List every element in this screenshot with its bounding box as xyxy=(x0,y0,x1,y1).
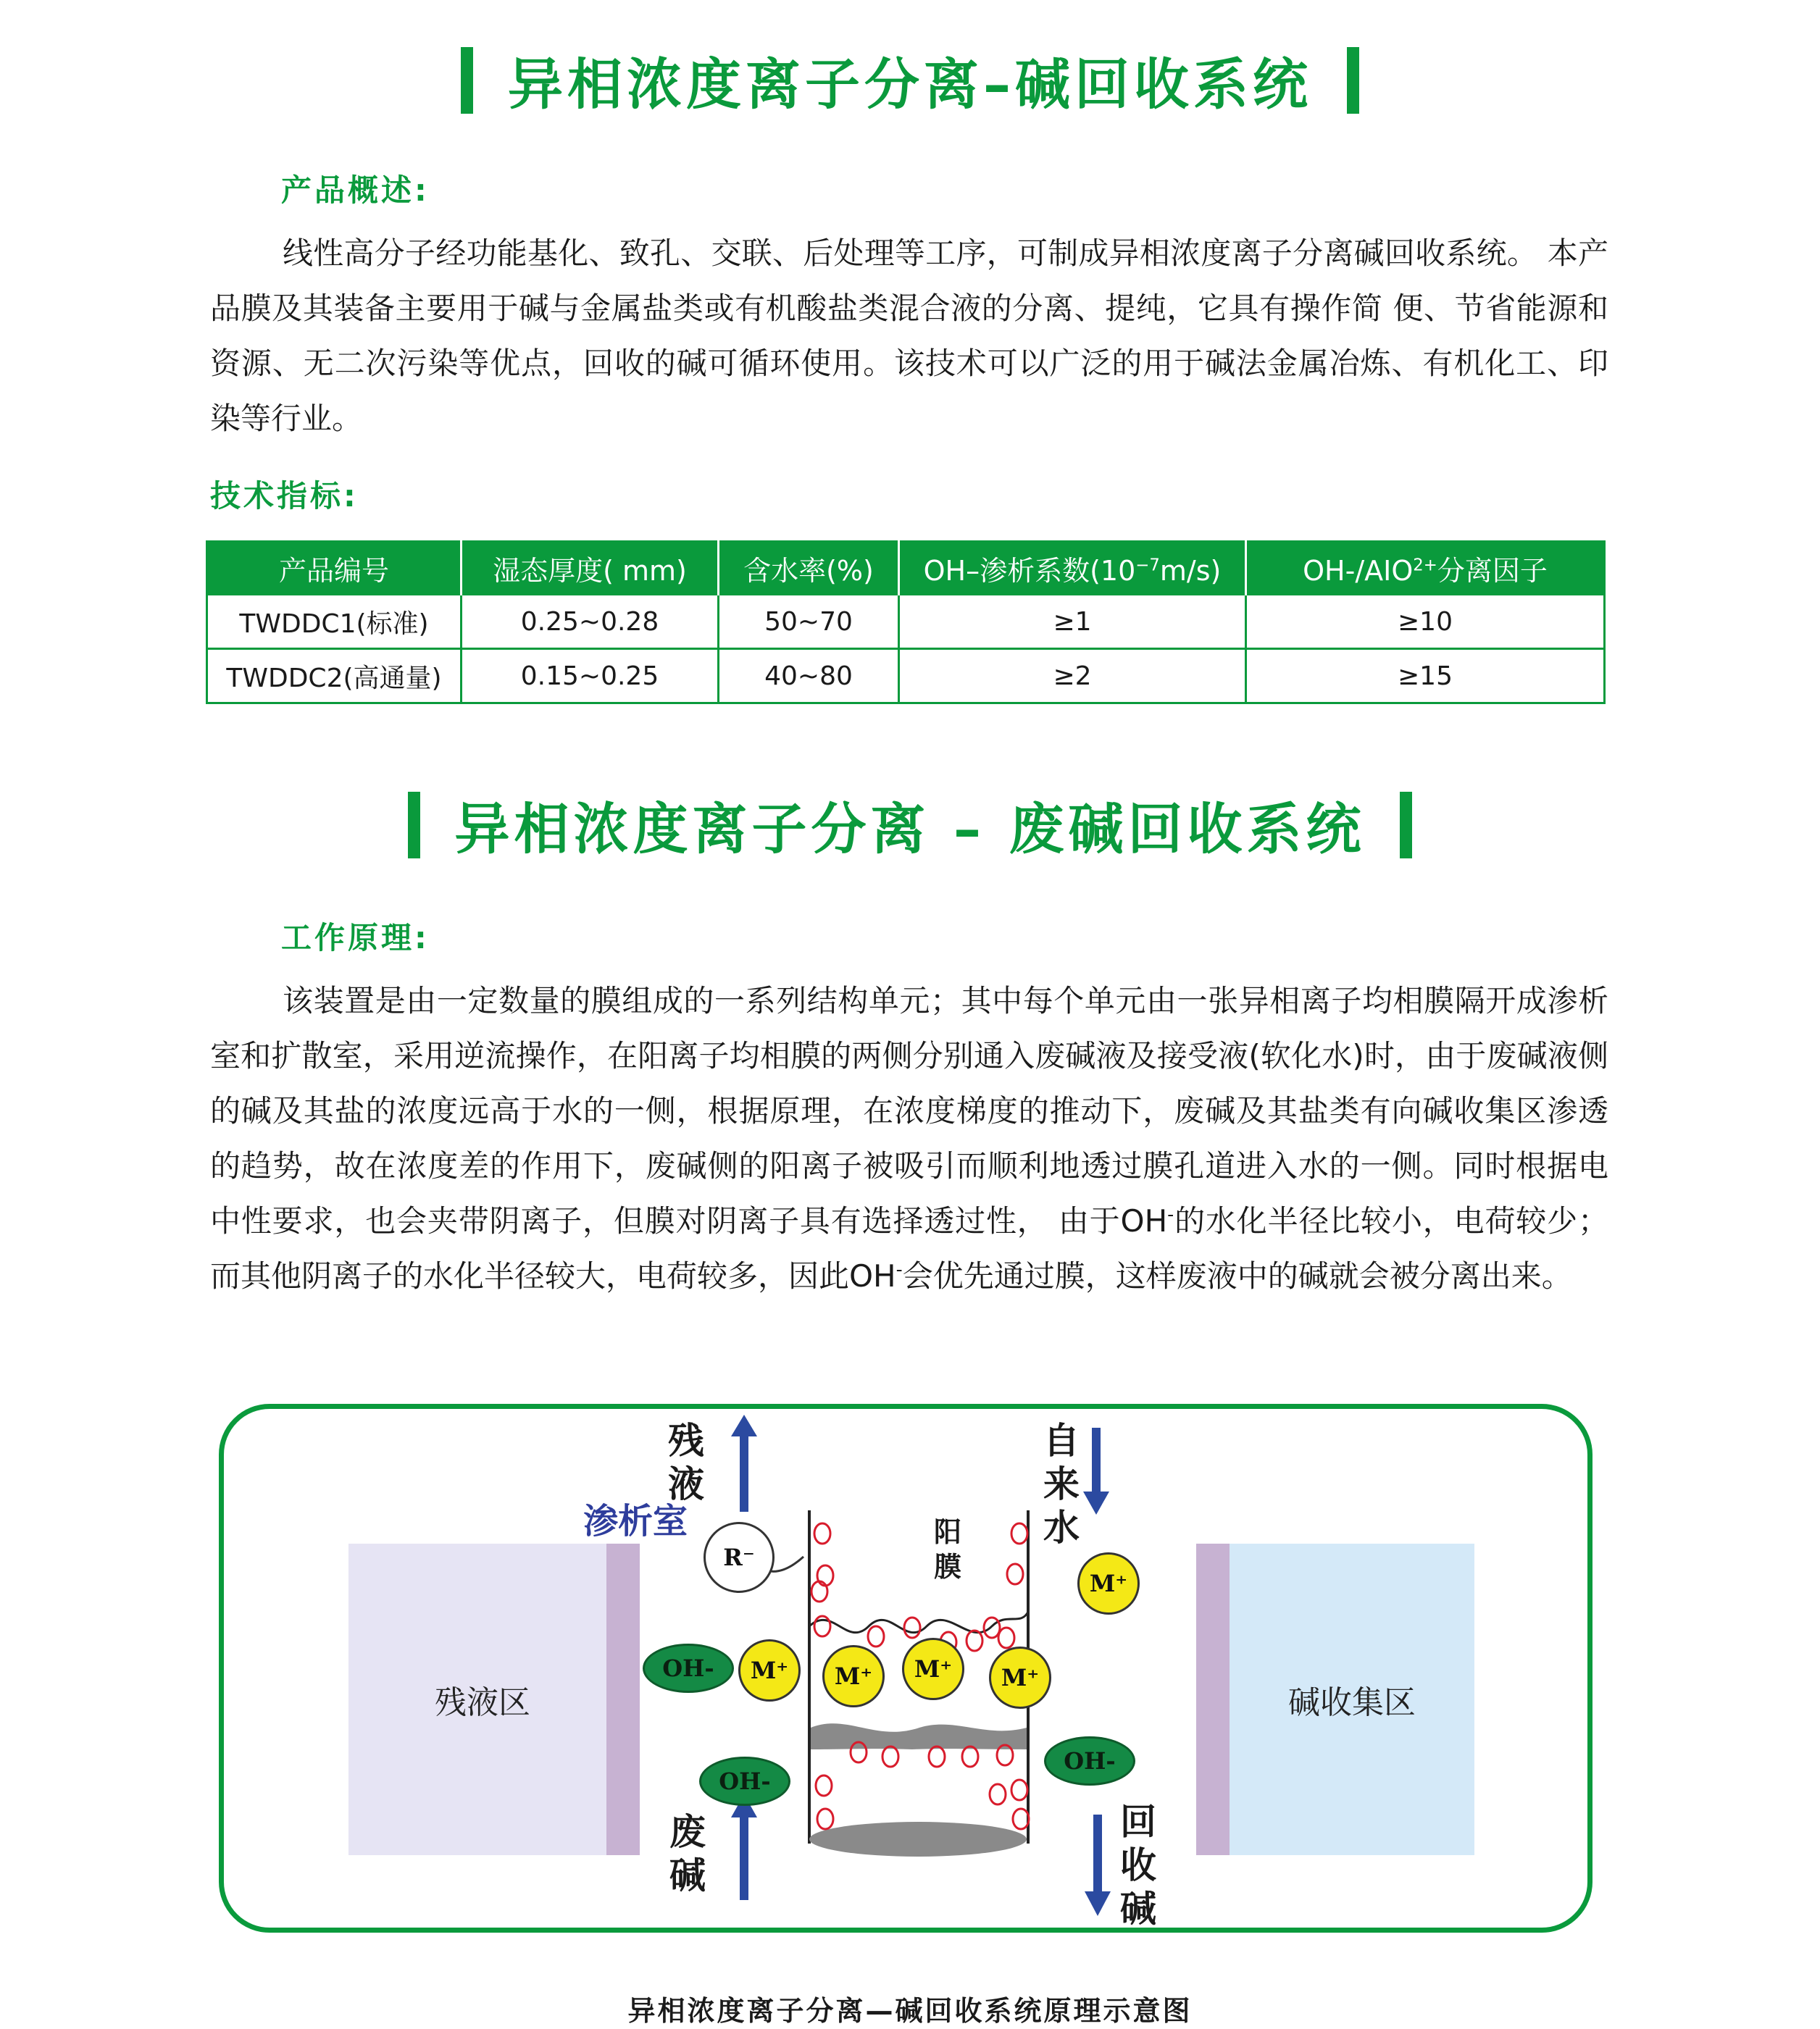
principle-text xyxy=(210,974,1608,1304)
th-product-code: 产品编号 xyxy=(207,542,462,595)
th-dialysis-suffix: m/s) xyxy=(1159,554,1222,587)
m-plus-ion: M⁺ xyxy=(1077,1552,1140,1615)
principle-sup-2: - xyxy=(896,1259,903,1280)
flow-arrow-down-right-bottom xyxy=(1085,1815,1111,1916)
principle-text-c: 会优先通过膜，这样废液中的碱就会被分离出来。 xyxy=(902,1258,1572,1294)
recovered-alkali-label: 回收碱 xyxy=(1120,1800,1156,1930)
residue-zone: 残液区 xyxy=(348,1544,617,1855)
flow-arrow-up-left xyxy=(731,1415,757,1512)
residue-outflow-label: 残液 xyxy=(668,1419,704,1505)
th-thickness: 湿态厚度( mm) xyxy=(462,542,719,595)
th-separation-factor xyxy=(1246,542,1605,595)
principle-sup-1: - xyxy=(1167,1204,1174,1225)
table-header-row xyxy=(207,542,1605,595)
section1-title-block xyxy=(0,41,1820,120)
r-minus-ion: R⁻ xyxy=(704,1522,775,1593)
cell: ≥1 xyxy=(899,595,1246,649)
th-dialysis-sup: −7 xyxy=(1135,555,1160,574)
principle-paragraph xyxy=(210,974,1608,1304)
section2-title-block xyxy=(0,785,1820,864)
cell: 50~70 xyxy=(719,595,899,649)
cell: ≥15 xyxy=(1246,649,1605,703)
flow-arrow-up-left-bottom xyxy=(731,1794,757,1900)
oh-minus-ion: OH- xyxy=(1044,1736,1135,1786)
oh-minus-ion: OH- xyxy=(643,1644,734,1693)
table-row xyxy=(207,595,1605,649)
principle-text-b: 的水化半径比较小，电荷较少；而其他阴离子的水化半径较大，电荷较多，因此OH xyxy=(210,1203,1608,1294)
overview-heading: 产品概述: xyxy=(281,172,430,208)
title-bar-left xyxy=(408,792,420,858)
spec-table xyxy=(206,540,1606,704)
principle-heading: 工作原理: xyxy=(281,920,430,955)
title-bar-right xyxy=(1347,47,1359,114)
diagram-caption: 异相浓度离子分离—碱回收系统原理示意图 xyxy=(627,1995,1193,2027)
principle-text-a: 该装置是由一定数量的膜组成的一系列结构单元；其中每个单元由一张异相离子均相膜隔开成渗析室和扩散室，采用逆流操作，在阳离子均相膜的两侧分别通入废碱液及接受液(软化水)时，由于废碱液侧的碱及其盐的浓度远高于水的一侧，根据原理，在浓度梯度的推动下，废碱及其盐类有向碱收集区渗透的趋势，故在浓度差的作用下，废碱侧的阳离子被吸引而顺利地透过膜孔道进入水的一侧。同时根据电中性要求，也会夹带阴离子，但膜对阴离子具有选择透过性， 由于OH xyxy=(210,983,1608,1239)
alkali-collection-zone: 碱收集区 xyxy=(1230,1544,1474,1855)
flow-arrow-down-right xyxy=(1083,1428,1109,1515)
th-water-content: 含水率(%) xyxy=(719,542,899,595)
th-dialysis-text: OH–渗析系数(10 xyxy=(923,554,1136,587)
section1-title: 异相浓度离子分离–碱回收系统 xyxy=(508,52,1312,117)
dialysis-room-label: 渗析室 xyxy=(583,1501,688,1541)
title-bar-left xyxy=(461,47,473,114)
title-bar-right xyxy=(1400,792,1412,858)
cell: ≥10 xyxy=(1246,595,1605,649)
principle-diagram xyxy=(219,1404,1592,1933)
cell: 0.25~0.28 xyxy=(462,595,719,649)
m-plus-ion: M⁺ xyxy=(902,1638,964,1700)
membrane-label: 阳膜 xyxy=(933,1515,961,1583)
m-plus-ion: M⁺ xyxy=(989,1647,1051,1709)
overview-paragraph xyxy=(210,226,1608,446)
tap-water-label: 自来水 xyxy=(1043,1419,1080,1549)
cell: TWDDC2(高通量) xyxy=(207,649,462,703)
cell: TWDDC1(标准) xyxy=(207,595,462,649)
cell: 0.15~0.25 xyxy=(462,649,719,703)
spec-heading: 技术指标: xyxy=(210,478,359,514)
m-plus-ion: M⁺ xyxy=(738,1639,801,1702)
th-dialysis-coefficient xyxy=(899,542,1246,595)
overview-text: 线性高分子经功能基化、致孔、交联、后处理等工序，可制成异相浓度离子分离碱回收系统。 本产品膜及其装备主要用于碱与金属盐类或有机酸盐类混合液的分离、提纯，它具有操作简 便、节省能源和资源、无二次污染等优点，回收的碱可循环使用。该技术可以广泛的用于碱法金属冶炼、有机化工、印染等行业。 xyxy=(210,235,1608,436)
table-row xyxy=(207,649,1605,703)
cell: 40~80 xyxy=(719,649,899,703)
th-separation-text: OH-/AIO xyxy=(1303,554,1414,587)
m-plus-ion: M⁺ xyxy=(822,1645,885,1707)
waste-alkali-label: 废碱 xyxy=(669,1810,706,1896)
cell: ≥2 xyxy=(899,649,1246,703)
th-separation-suffix: 分离因子 xyxy=(1437,554,1548,587)
section2-title: 异相浓度离子分离 – 废碱回收系统 xyxy=(454,797,1366,861)
oh-minus-ion: OH- xyxy=(699,1757,790,1806)
th-separation-sup: 2+ xyxy=(1413,555,1437,574)
